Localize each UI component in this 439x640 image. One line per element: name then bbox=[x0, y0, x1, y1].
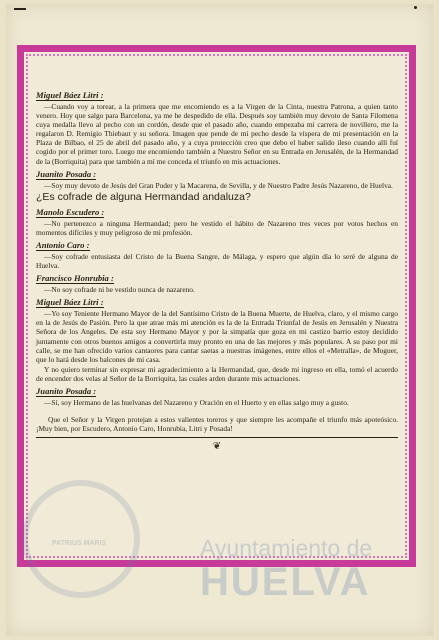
speaker-name: Juanito Posada : bbox=[36, 385, 97, 396]
answer-paragraph: —Soy cofrade entusiasta del Cristo de la Buena Sangre, de Málaga, y espero que algún día lo seré de alguna de Huelva. bbox=[36, 251, 398, 271]
speaker-heading bbox=[36, 205, 398, 219]
watermark-line2: HUELVA bbox=[200, 560, 371, 604]
speaker-name: Juanito Posada : bbox=[36, 168, 97, 179]
watermark-line1: Ayuntamiento de bbox=[200, 535, 373, 561]
speaker-heading bbox=[36, 88, 398, 102]
speaker-heading bbox=[36, 384, 398, 398]
speaker-heading bbox=[36, 271, 398, 285]
answer-paragraph: —Sí, soy Hermano de las huelvanas del Nazareno y Oración en el Huerto y en ellas salgo muy a gusto. bbox=[44, 397, 349, 407]
speaker-heading bbox=[36, 295, 398, 309]
answer-paragraph: —Yo soy Teniente Hermano Mayor de la del Santísimo Cristo de la Buena Muerte, de Huelva, claro, y el mismo cargo en la de Jesús de Pasión. Pero la que atrae más mi atención es la de la Entrada Triunfal de Jesús en Jerusalén y Nuestra Señora de los Angeles. De esta soy Hermano Mayor y por la simpatía que goza en mi castizo barrio estoy decidido juntamente con otros buenos amigos a convertirla muy pronto en una de las mejores y más populares. A su paso por mi calle, se me han ofrecido varios cantaores para cantar saetas a nuestras imágenes, entre ellos el «Metralla», de Moguer, que lo hará desde los balcones de mi casa. bbox=[36, 309, 398, 364]
answer-paragraph: —No pertenezco a ninguna Hermandad; pero he vestido el hábito de Nazareno tres veces por votos hechos en momentos difíciles y muy peligroso de mi profesión. bbox=[36, 218, 398, 237]
speaker-name: Francisco Honrubia : bbox=[36, 273, 114, 284]
answer-paragraph: —No soy cofrade ni he vestido nunca de nazareno. bbox=[44, 285, 195, 295]
divider bbox=[36, 437, 398, 438]
answer-paragraph: Y no quiero terminar sin expresar mi agradecimiento a la Hermandad, que, desde mi ingreso en ella, tomó el acuerdo de encender dos velas al Señor de la Borriquita, las cuales arden durante mis actuaciones. bbox=[36, 364, 398, 383]
watermark-seal-text: PATRIUS MARIS bbox=[51, 540, 107, 547]
speaker-heading bbox=[36, 238, 398, 252]
speaker-name: Antonio Caro : bbox=[36, 239, 90, 250]
closing-paragraph: Que el Señor y la Virgen protejan a estos valientes toreros y que siempre les acompañe el triunfo más apoteósico. ¡Muy bien, por Escudero, Antonio Caro, Honrubia, Litri y Posada! bbox=[36, 415, 398, 434]
speaker-name: Miguel Báez Litri : bbox=[36, 297, 104, 308]
ornament-icon: ❦ bbox=[212, 441, 222, 453]
corner-mark bbox=[14, 8, 26, 10]
article-body bbox=[36, 88, 398, 451]
answer-paragraph: —Soy muy devoto de Jesús del Gran Poder y la Macarena, de Sevilla, y de Nuestro Padre Jesús Nazareno, de Huelva. bbox=[44, 180, 393, 190]
speaker-name: Manolo Escudero : bbox=[36, 206, 105, 217]
speaker-name: Miguel Báez Litri : bbox=[36, 90, 104, 100]
corner-dot bbox=[414, 6, 417, 9]
watermark-seal bbox=[22, 480, 140, 598]
interview-question: ¿Es cofrade de alguna Hermandad andaluza? bbox=[36, 190, 251, 203]
speaker-heading bbox=[36, 167, 398, 181]
answer-paragraph: —Cuando voy a torear, a la primera que me encomiendo es a la Virgen de la Cinta, nuestra Patrona, a quien tanto venero. Hoy que salgo para Barcelona, ya me he despedido de ella. Después soy también muy devoto de Santa Filomena cuya medalla llevo al pecho con un cordón, desde que el pasado año, cuando empezaba mi carrera de novillero, me la regalaron D. Remigio Thiebaut y su señora. Imagen que pende de mi pecho desde la víspera de mi presentación en la Plaza de Bilbao, el 25 de abril del pasado año, y a cuya protección creo que debo el haber salido ileso cuando allí fuí cogido por el primer toro. Luego me encomiendo también a Nuestro Señor en su Entrada en Jerusalén, de la Hermandad de la (Borriquita) para que también a mí me conceda el triunfo en mis actuaciones. bbox=[36, 102, 398, 166]
